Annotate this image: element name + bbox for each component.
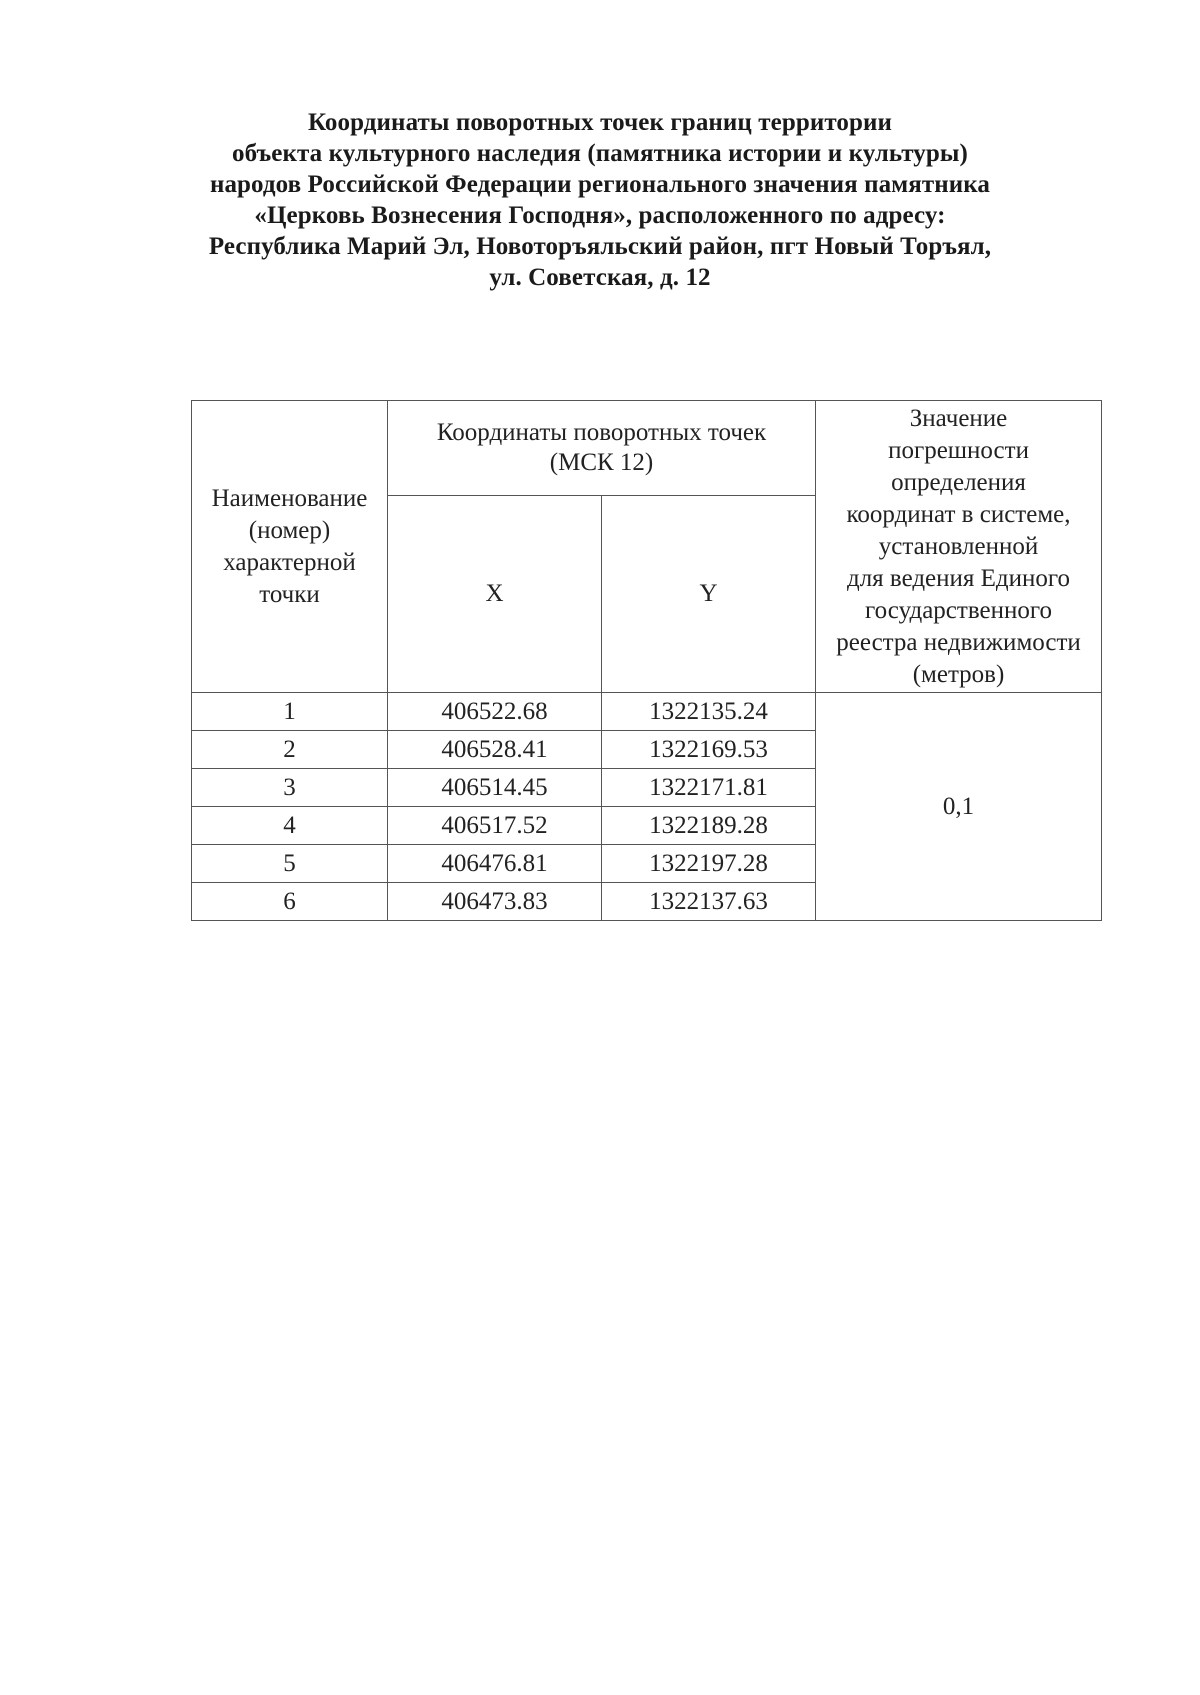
x-cell: 406517.52	[388, 807, 602, 845]
header-line: реестра недвижимости	[836, 628, 1081, 656]
table-header-row	[192, 401, 1102, 496]
header-line: (метров)	[912, 660, 1005, 688]
title-line: Республика Марий Эл, Новоторъяльский район, пгт Новый Торъял,	[208, 233, 992, 260]
point-name-header	[192, 401, 388, 693]
y-cell: 1322197.28	[602, 845, 816, 883]
error-header	[816, 401, 1102, 693]
header-line: для ведения Единого	[846, 564, 1071, 592]
point-number-cell: 5	[192, 845, 388, 883]
title-line: Координаты поворотных точек границ территории	[307, 109, 893, 136]
coordinates-header	[388, 401, 816, 496]
x-cell: 406476.81	[388, 845, 602, 883]
header-line: государственного	[865, 596, 1052, 624]
document-title	[150, 107, 1050, 293]
title-line: ул. Советская, д. 12	[489, 264, 711, 291]
x-cell: 406514.45	[388, 769, 602, 807]
x-cell: 406473.83	[388, 883, 602, 921]
title-line: «Церковь Вознесения Господня», расположенного по адресу:	[254, 202, 946, 229]
title-line: объекта культурного наследия (памятника истории и культуры)	[232, 140, 968, 167]
y-cell: 1322135.24	[602, 693, 816, 731]
header-line: Координаты поворотных точек	[436, 419, 767, 446]
header-line: (МСК 12)	[549, 449, 654, 476]
header-line: (номер)	[248, 516, 331, 544]
x-cell: 406522.68	[388, 693, 602, 731]
header-line: координат в системе,	[846, 500, 1071, 528]
header-line: погрешности	[888, 436, 1029, 464]
point-number-cell: 3	[192, 769, 388, 807]
header-line: установленной	[878, 532, 1039, 560]
y-cell: 1322137.63	[602, 883, 816, 921]
y-header: Y	[602, 496, 816, 693]
x-cell: 406528.41	[388, 731, 602, 769]
y-cell: 1322189.28	[602, 807, 816, 845]
error-value-cell: 0,1	[816, 693, 1102, 921]
header-line: характерной	[223, 548, 356, 576]
y-cell: 1322169.53	[602, 731, 816, 769]
header-line: определения	[891, 468, 1026, 496]
point-number-cell: 6	[192, 883, 388, 921]
header-line: Наименование	[211, 484, 368, 512]
table-row	[192, 693, 1102, 731]
header-line: Значение	[909, 404, 1008, 432]
header-line: точки	[259, 580, 320, 608]
point-number-cell: 1	[192, 693, 388, 731]
title-line: народов Российской Федерации регионального значения памятника	[209, 171, 991, 198]
point-number-cell: 2	[192, 731, 388, 769]
x-header: X	[388, 496, 602, 693]
point-number-cell: 4	[192, 807, 388, 845]
coordinates-table	[191, 400, 1102, 921]
y-cell: 1322171.81	[602, 769, 816, 807]
